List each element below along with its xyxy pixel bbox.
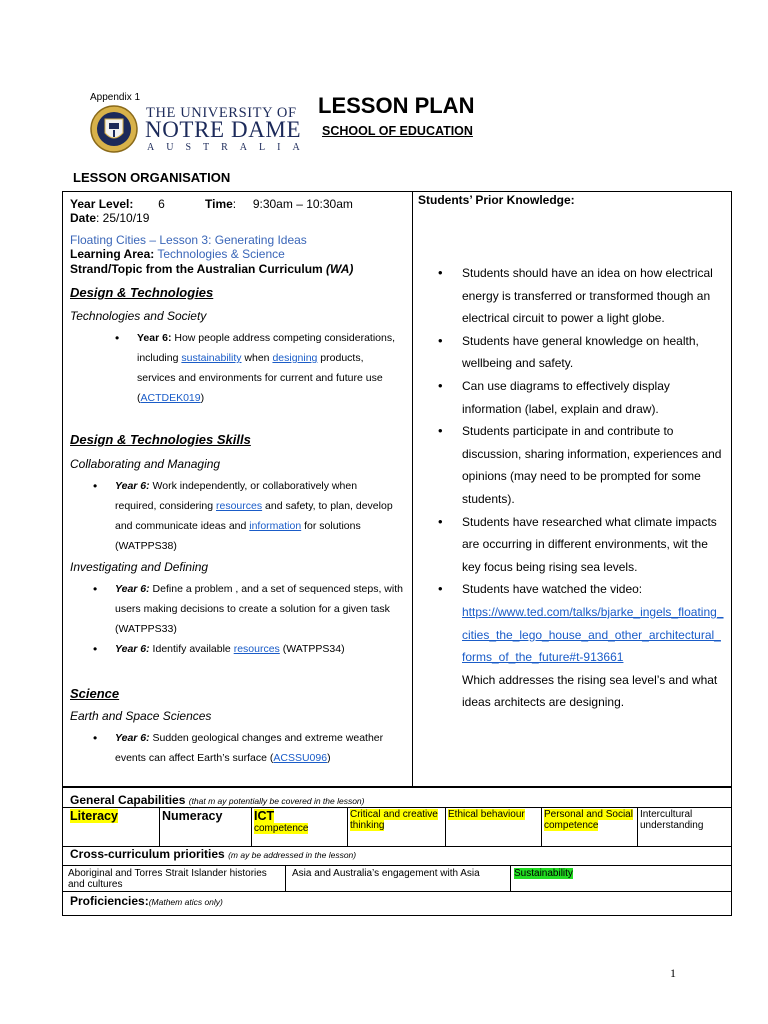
item-label: Year 6:	[115, 480, 150, 492]
gc-literacy	[68, 808, 160, 846]
science-heading: Science	[70, 686, 120, 701]
gc-ict-sub: competence	[254, 823, 309, 834]
cc-title-text: Cross-curriculum priorities	[70, 847, 225, 861]
general-capabilities-title	[70, 793, 365, 807]
item-text: for solutions (WATPPS38)	[115, 520, 361, 552]
strand-label: Strand/Topic from the Australian Curriculum	[70, 262, 323, 276]
video-link[interactable]: https://www.ted.com/talks/bjarke_ingels_floating_cities_the_lego_house_and_other_architectural_forms_of_the_future#t-913661	[462, 604, 724, 665]
learning-area-value: Technologies & Science	[157, 247, 285, 261]
item-text: products, services and environments for current and future use (	[137, 352, 383, 404]
gc-ict-text: ICT	[254, 809, 275, 823]
item-text: )	[200, 392, 205, 404]
year-level-label: Year Level:	[70, 197, 134, 211]
cc-aboriginal: Aboriginal and Torres Strait Islander histories and cultures	[68, 868, 267, 890]
list-item	[115, 579, 405, 639]
science-list	[115, 728, 395, 768]
item-text: )	[327, 752, 331, 764]
cc-sustainability	[514, 868, 573, 879]
list-item: • Students should have an idea on how electrical energy is transferred or transformed though an electrical circuit to power a light globe.	[462, 262, 724, 330]
section-heading: LESSON ORGANISATION	[73, 170, 231, 185]
list-item	[462, 578, 724, 714]
list-item: • Can use diagrams to effectively display information (label, explain and draw).	[462, 375, 724, 420]
dt-skills-list2	[115, 579, 405, 659]
lesson-title: Floating Cities – Lesson 3: Generating Ideas	[70, 233, 307, 247]
list-item	[137, 328, 399, 408]
design-tech-list	[137, 328, 399, 408]
item-label: Year 6:	[137, 332, 172, 344]
actdek019-link[interactable]: ACTDEK019	[140, 392, 201, 404]
date-label: Date	[70, 211, 97, 225]
date-row	[70, 211, 149, 225]
year-level-value: 6	[158, 197, 165, 211]
resources-link[interactable]: resources	[215, 500, 263, 512]
gc-critical-text: Critical and creative thinking	[350, 809, 438, 831]
cc-note: (m ay be addressed in the lesson)	[228, 850, 357, 860]
time-label: Time	[205, 197, 233, 211]
gc-personal	[542, 808, 638, 846]
design-tech-heading: Design & Technologies	[70, 285, 214, 300]
page-title: LESSON PLAN	[318, 93, 475, 118]
gc-note: (that m ay potentially be covered in the lesson)	[188, 796, 365, 806]
item-label: Year 6:	[115, 583, 150, 595]
prof-title-text: Proficiencies:	[70, 894, 149, 908]
appendix-label: Appendix 1	[90, 92, 141, 103]
gc-personal-text: Personal and Social competence	[544, 809, 633, 831]
list-item	[115, 728, 395, 768]
gc-literacy-text: Literacy	[70, 809, 118, 823]
resources-link[interactable]: resources	[233, 643, 280, 655]
date-value: : 25/10/19	[96, 211, 150, 225]
page-subtitle: SCHOOL OF EDUCATION	[322, 124, 473, 138]
prof-note: (Mathem atics only)	[148, 897, 223, 907]
time-value: 9:30am – 10:30am	[252, 197, 353, 211]
item-text: (WATPPS34)	[279, 643, 345, 655]
dt-skills-list1	[115, 476, 395, 556]
list-item	[115, 639, 405, 659]
video-description: Which addresses the rising sea level’s and what ideas architects are designing.	[462, 672, 718, 710]
crest-icon	[90, 103, 138, 155]
item-text: How people address competing considerations, including	[137, 332, 395, 364]
logo-text-line2: NOTRE DAME	[145, 117, 302, 142]
video-intro: Students have watched the video:	[462, 582, 643, 597]
time-row: Time: 9:30am – 10:30am	[205, 197, 353, 211]
cc-sustainability-text: Sustainability	[514, 868, 573, 879]
prior-knowledge-list	[462, 262, 724, 714]
gc-intercultural	[638, 808, 730, 846]
list-item	[115, 476, 395, 556]
column-divider	[412, 191, 413, 787]
gc-numeracy-text: Numeracy	[162, 809, 223, 823]
gc-ict	[252, 808, 348, 846]
strand-row	[70, 262, 353, 276]
item-text: Identify available	[149, 643, 234, 655]
proficiencies-title	[70, 894, 223, 908]
acssu096-link[interactable]: ACSSU096	[273, 752, 328, 764]
gc-intercultural-text: Intercultural understanding	[640, 809, 704, 831]
strand-suffix: (WA)	[326, 262, 354, 276]
dt-skills-heading: Design & Technologies Skills	[70, 432, 251, 447]
year-level-row	[70, 197, 165, 211]
page-number: 1	[670, 966, 676, 980]
logo-text-line3: AUSTRALIA	[147, 142, 312, 153]
cc-asia: Asia and Australia’s engagement with Asia	[292, 868, 480, 879]
item-text: and safety, to plan, develop and communicate ideas and	[115, 500, 393, 532]
cell-divider	[510, 865, 511, 892]
dt-skills-sub2: Investigating and Defining	[70, 560, 209, 574]
logo-text-line1: THE UNIVERSITY OF	[146, 105, 297, 121]
gc-ethical-text: Ethical behaviour	[448, 809, 525, 820]
learning-area-row	[70, 247, 285, 261]
item-text: Work independently, or collaboratively when required, considering	[115, 480, 358, 512]
cross-curriculum-title	[70, 847, 356, 861]
cell-divider	[285, 865, 286, 892]
sustainability-link[interactable]: sustainability	[181, 352, 242, 364]
design-tech-sub: Technologies and Society	[70, 309, 207, 323]
item-label: Year 6:	[115, 643, 150, 655]
gc-title-text: General Capabilities	[70, 793, 186, 807]
gc-critical	[348, 808, 446, 846]
learning-area-label: Learning Area:	[70, 247, 155, 261]
list-item: • Students participate in and contribute to discussion, sharing information, experiences and opinions (may need to be prompted for some students).	[462, 420, 724, 510]
item-text: Define a problem , and a set of sequenced steps, with users making decisions to create a solution for a given task (WATPPS33)	[115, 583, 403, 635]
information-link[interactable]: information	[249, 520, 302, 532]
gc-numeracy	[160, 808, 252, 846]
prior-knowledge-title: Students’ Prior Knowledge:	[418, 193, 575, 207]
list-item: • Students have general knowledge on health, wellbeing and safety.	[462, 330, 724, 375]
item-text: when	[241, 352, 273, 364]
designing-link[interactable]: designing	[272, 352, 318, 364]
gc-ethical	[446, 808, 542, 846]
science-sub: Earth and Space Sciences	[70, 709, 212, 723]
dt-skills-sub1: Collaborating and Managing	[70, 457, 221, 471]
item-text: Sudden geological changes and extreme weather events can affect Earth’s surface (	[115, 732, 384, 764]
item-label: Year 6:	[115, 732, 150, 744]
university-logo	[90, 103, 312, 157]
list-item: • Students have researched what climate impacts are occurring in different environments, wit the key focus being rising sea levels.	[462, 511, 724, 579]
